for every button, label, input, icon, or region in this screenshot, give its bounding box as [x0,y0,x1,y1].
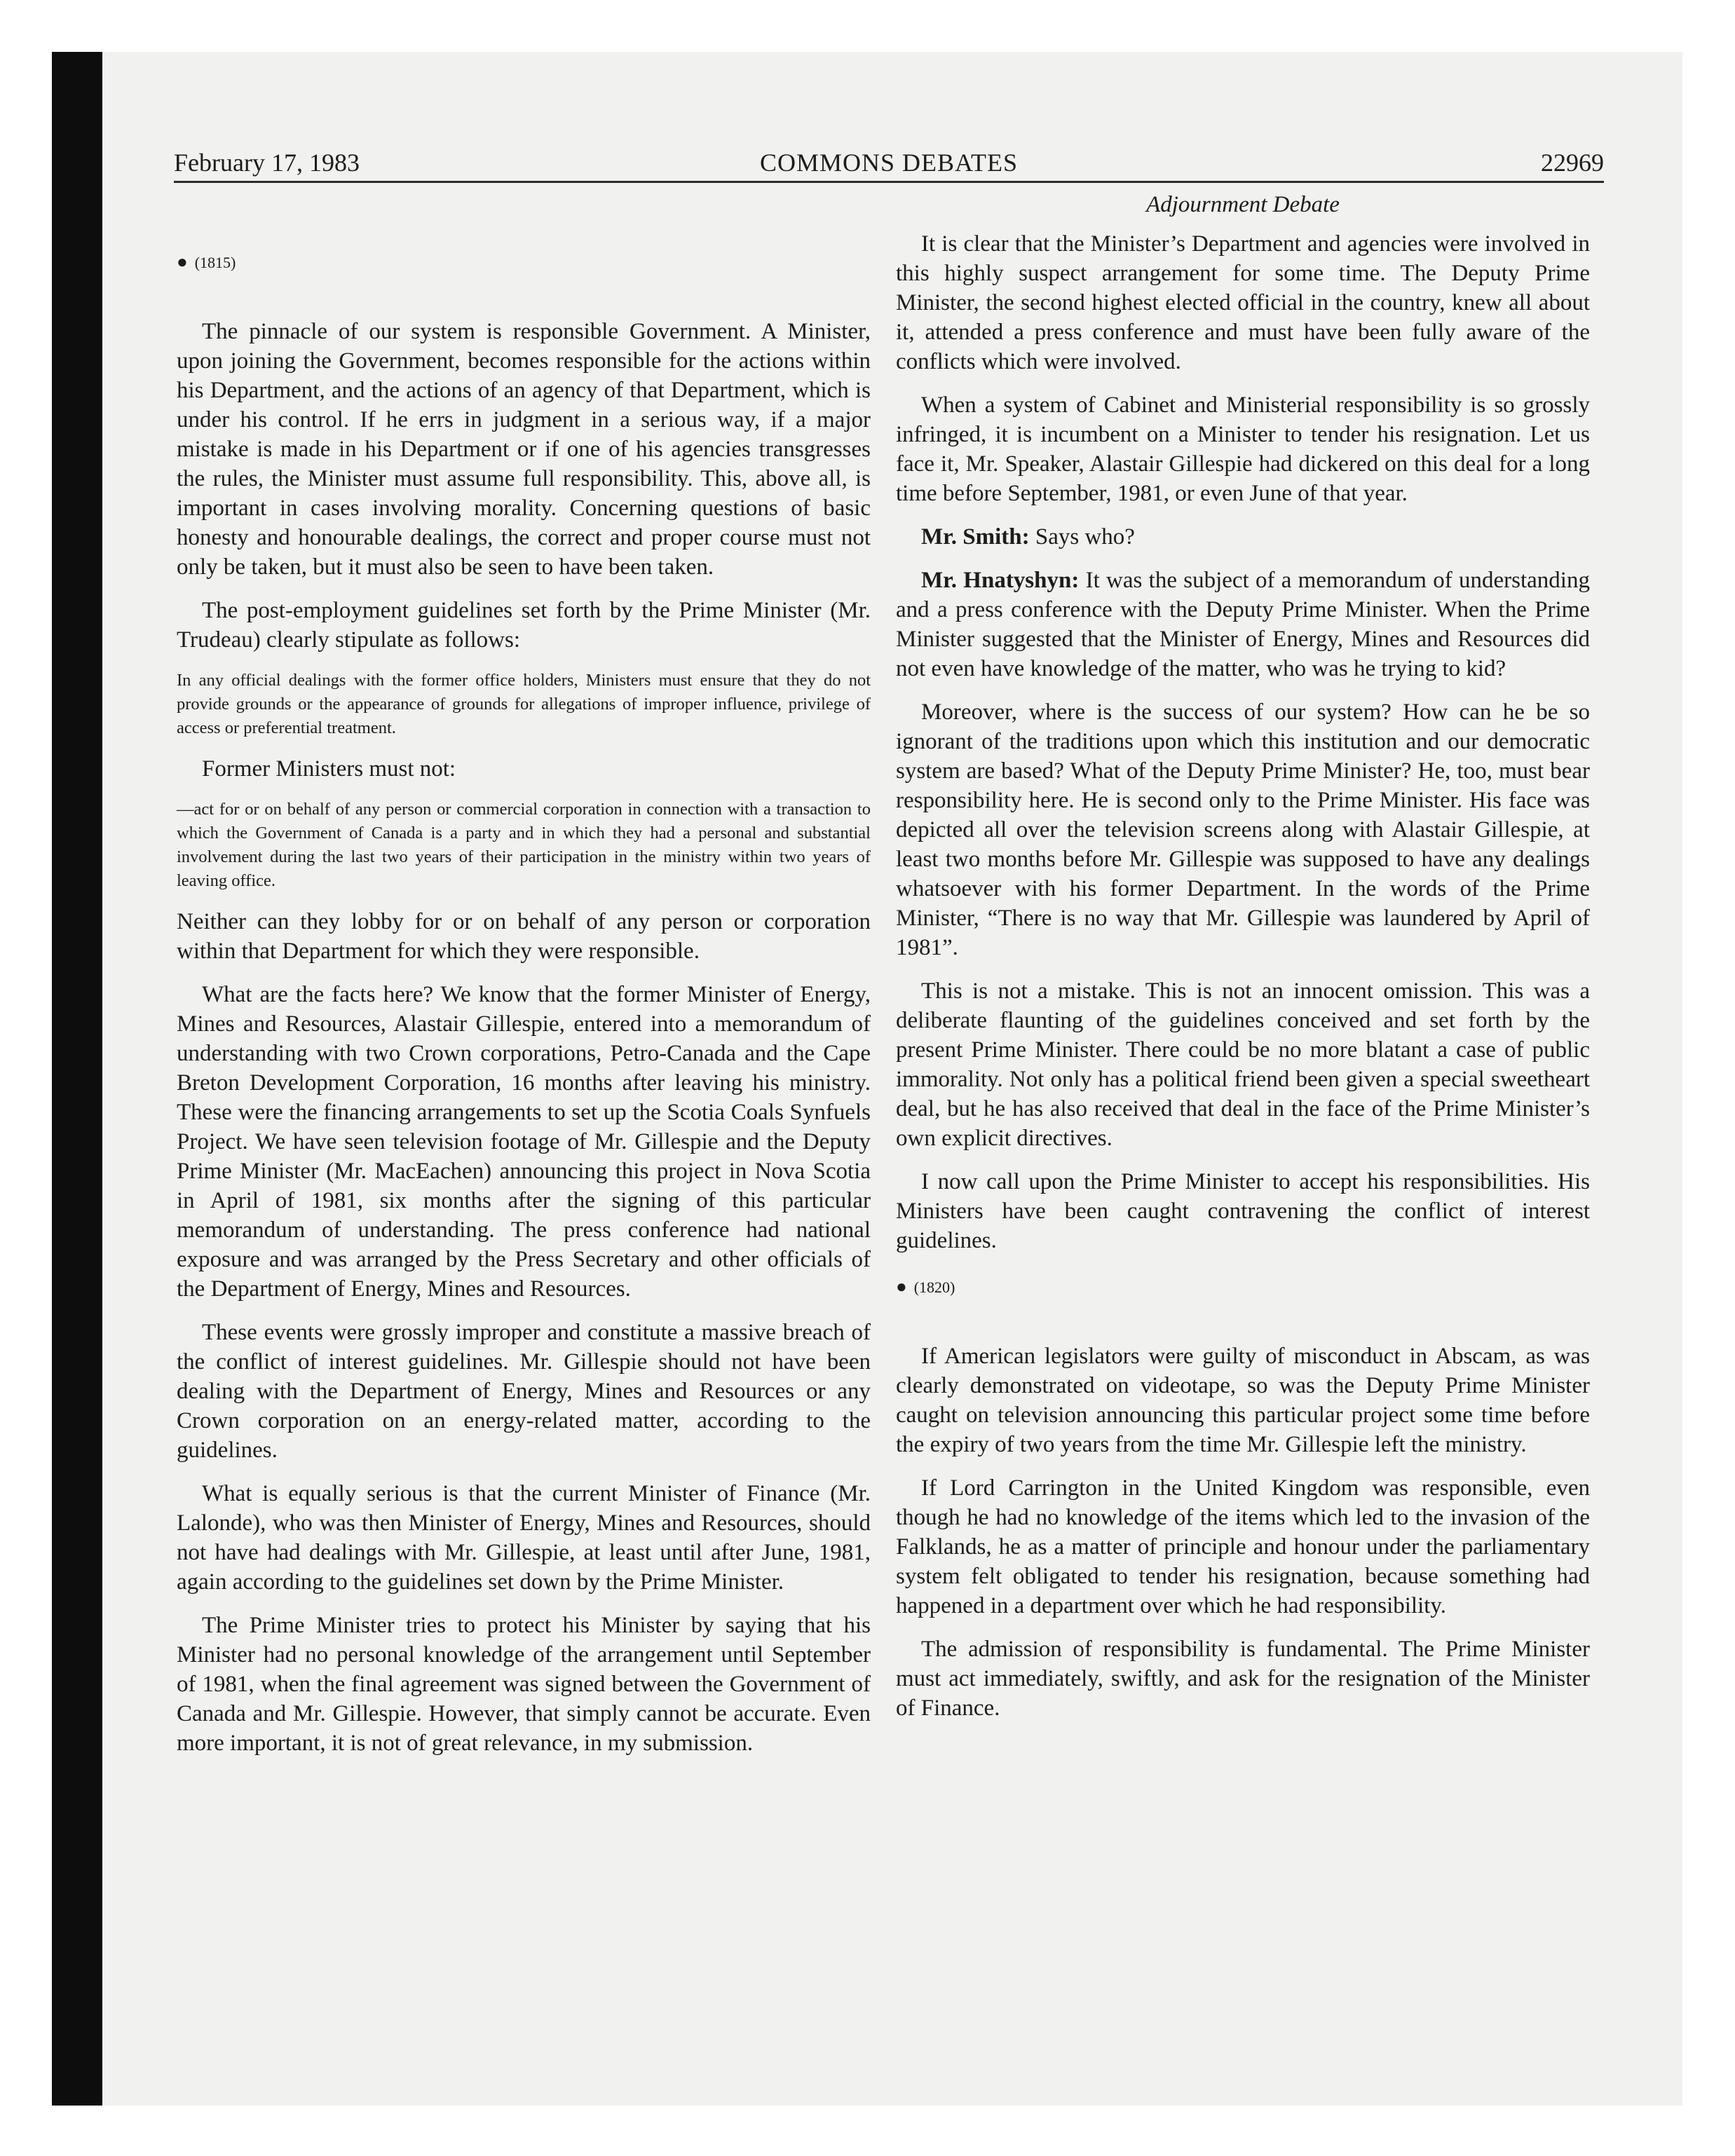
left-column [177,226,871,1772]
speech-text: It was the subject of a memorandum of understanding and a press conference with the Deputy Prime Minister. When the Prime Minister suggested that the Minister of Energy, Mines and Resources did not even have knowledge of the matter, who was he trying to kid? [896,568,1590,681]
right-column [896,190,1590,1737]
paragraph: These events were grossly improper and constitute a massive breach of the conflict of interest guidelines. Mr. Gillespie should not have been dealing with the Department of Energy, Mines and Resources or any Crown corporation on an energy-related matter, according to the guidelines. [177,1320,871,1463]
paragraph: When a system of Cabinet and Ministerial responsibility is so grossly infringed, it is incumbent on a Minister to tender his resignation. Let us face it, Mr. Speaker, Alastair Gillespie had dickered on this deal for a long time before September, 1981, or even June of that year. [896,393,1590,506]
bullet-icon: ● [896,1276,907,1297]
paragraph: The pinnacle of our system is responsible Government. A Minister, upon joining the Government, becomes responsible for the actions within his Department, and the actions of an agency of that Department, which is under his control. If he errs in judgment in a serious way, if a major mistake is made in his Department or if one of his agencies transgresses the rules, the Minister must assume full responsibility. This, above all, is important in cases involving morality. Concerning questions of basic honesty and honourable dealings, the correct and proper course must not only be taken, but it must also be seen to have been taken. [177,319,871,580]
speech-smith [896,522,1590,552]
time-marker: ● (1820) [896,1276,955,1297]
speaker-name: Mr. Smith: [921,524,1030,550]
paragraph: It is clear that the Minister’s Department and agencies were involved in this highly suspect arrangement for some time. The Deputy Prime Minister, the second highest elected official in the country, knew all about it, attended a press conference and must have been fully aware of the conflicts which were involved. [896,231,1590,374]
speech-hnatyshyn [896,566,1590,683]
paragraph: Moreover, where is the success of our system? How can he be so ignorant of the traditions upon which this institution and our democratic system are based? What of the Deputy Prime Minister? He, too, must bear responsibility here. He is second only to the Prime Minister. His face was depicted all over the television screens along with Alastair Gillespie, at least two months before Mr. Gillespie was supposed to have any dealings whatsoever with his former Department. In the words of the Prime Minister, “There is no way that Mr. Gillespie was laundered by April of 1981”. [896,700,1590,960]
paragraph: The admission of responsibility is fundamental. The Prime Minister must act immediately, swiftly, and ask for the resignation of the Minister of Finance. [896,1637,1590,1721]
paragraph: If American legislators were guilty of misconduct in Abscam, as was clearly demonstrated on videotape, so was the Deputy Prime Minister caught on television announcing this particular project some time before the expiry of two years from the time Mr. Gillespie left the ministry. [896,1344,1590,1457]
paragraph: Neither can they lobby for or on behalf of any person or corporation within that Department for which they were responsible. [177,909,871,964]
time-marker: ● (1815) [177,252,236,272]
block-quote: —act for or on behalf of any person or commercial corporation in connection with a transaction to which the Government of Canada is a party and in which they had a personal and substantial involvement during the last two years of their participation in the ministry within two years of leaving office. [177,800,871,890]
bullet-icon: ● [177,252,188,272]
paragraph: If Lord Carrington in the United Kingdom was responsible, even though he had no knowledge of the items which led to the invasion of the Falklands, he as a matter of principle and honour under the parliamentary system felt obligated to tender his resignation, because something had happened in a department over which he had responsibility. [896,1475,1590,1618]
section-heading: Adjournment Debate [1146,192,1340,217]
speaker-name: Mr. Hnatyshyn: [921,568,1080,593]
paragraph: What are the facts here? We know that the former Minister of Energy, Mines and Resources, Alastair Gillespie, entered into a memorandum of understanding with two Crown corporations, Petro-Canada and the Cape Breton Development Corporation, 16 months after leaving his ministry. These were the financing arrangements to set up the Scotia Coals Synfuels Project. We have seen television footage of Mr. Gillespie and the Deputy Prime Minister (Mr. MacEachen) announcing this project in Nova Scotia in April of 1981, six months after the signing of this particular memorandum of understanding. The press conference had national exposure and was arranged by the Press Secretary and other officials of the Department of Energy, Mines and Resources. [177,982,871,1302]
hansard-page [174,144,1604,1756]
header-date: February 17, 1983 [174,149,360,177]
paragraph: The post-employment guidelines set forth by the Prime Minister (Mr. Trudeau) clearly stipulate as follows: [177,598,871,653]
block-quote: In any official dealings with the former office holders, Ministers must ensure that they do not provide grounds or the appearance of grounds for allegations of improper influence, privilege of access or preferential treatment. [177,671,871,737]
page-binding-edge [52,52,102,2106]
paragraph: Former Ministers must not: [202,756,456,782]
header-title: COMMONS DEBATES [759,149,1019,177]
paragraph: I now call upon the Prime Minister to accept his responsibilities. His Ministers have been caught contravening the conflict of interest guidelines. [896,1169,1590,1253]
paragraph: This is not a mistake. This is not an innocent omission. This was a deliberate flaunting of the guidelines conceived and set forth by the present Prime Minister. There could be no more blatant a case of public immorality. Not only has a political friend been given a special sweetheart deal, but he has also received that deal in the face of the Prime Minister’s own explicit directives. [896,978,1590,1151]
paragraph: What is equally serious is that the current Minister of Finance (Mr. Lalonde), who was then Minister of Energy, Mines and Resources, should not have had dealings with Mr. Gillespie, at least until after June, 1981, again according to the guidelines set down by the Prime Minister. [177,1481,871,1595]
speech-text: Says who? [1029,524,1135,550]
running-header [174,144,1604,183]
header-page-number: 22969 [1541,149,1604,177]
paragraph: The Prime Minister tries to protect his Minister by saying that his Minister had no personal knowledge of the arrangement until September of 1981, when the final agreement was signed between the Government of Canada and Mr. Gillespie. However, that simply cannot be accurate. Even more important, it is not of great relevance, in my submission. [177,1613,871,1756]
